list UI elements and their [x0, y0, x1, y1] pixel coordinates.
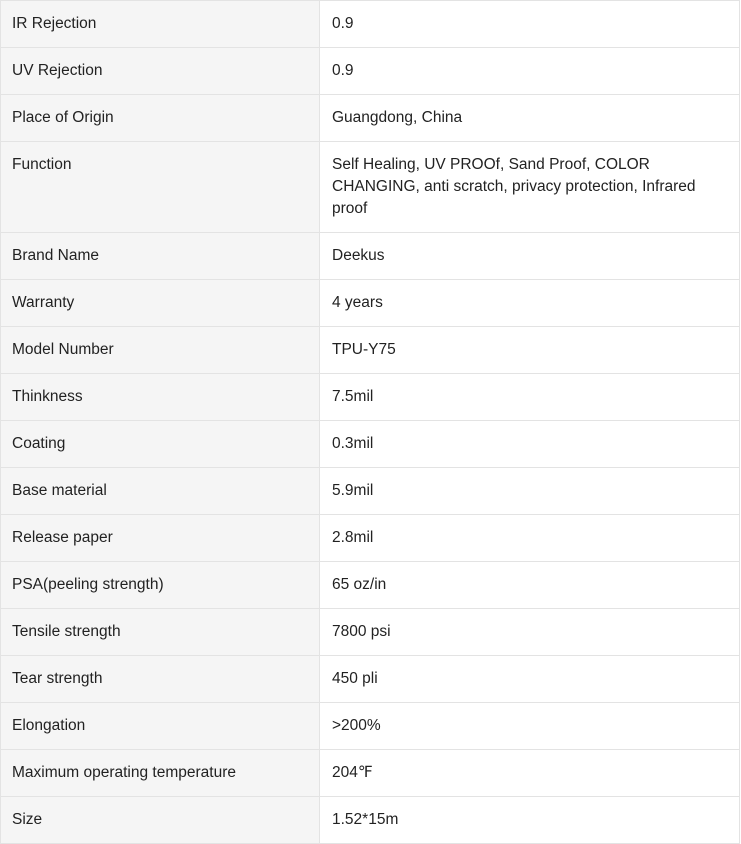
spec-key-cell — [1, 48, 320, 95]
table-row — [1, 233, 740, 280]
spec-key: Tensile strength — [12, 623, 121, 640]
spec-key: Thinkness — [12, 388, 83, 405]
spec-value-cell — [320, 374, 740, 421]
table-row — [1, 515, 740, 562]
spec-key-cell — [1, 1, 320, 48]
spec-value: TPU-Y75 — [332, 341, 396, 358]
spec-value: Deekus — [332, 247, 385, 264]
spec-value-cell — [320, 421, 740, 468]
spec-key: IR Rejection — [12, 15, 97, 32]
spec-value-cell — [320, 48, 740, 95]
spec-key-cell — [1, 562, 320, 609]
spec-value-cell — [320, 1, 740, 48]
spec-value-cell — [320, 142, 740, 233]
spec-key: Release paper — [12, 529, 113, 546]
spec-key: Coating — [12, 435, 66, 452]
spec-key-cell — [1, 797, 320, 844]
spec-key-cell — [1, 468, 320, 515]
spec-value: 0.3mil — [332, 435, 374, 452]
spec-key: Place of Origin — [12, 109, 114, 126]
spec-value: 0.9 — [332, 15, 354, 32]
spec-value-cell — [320, 797, 740, 844]
spec-value: 0.9 — [332, 62, 354, 79]
table-row — [1, 48, 740, 95]
table-row — [1, 1, 740, 48]
spec-value: 4 years — [332, 294, 383, 311]
spec-key-cell — [1, 142, 320, 233]
spec-key-cell — [1, 656, 320, 703]
spec-value: 204℉ — [332, 764, 373, 781]
spec-key: Tear strength — [12, 670, 103, 687]
table-row — [1, 703, 740, 750]
spec-value-cell — [320, 233, 740, 280]
spec-key-cell — [1, 515, 320, 562]
spec-value-cell — [320, 280, 740, 327]
spec-key: UV Rejection — [12, 62, 103, 79]
table-row — [1, 797, 740, 844]
spec-key-cell — [1, 280, 320, 327]
spec-key: Function — [12, 156, 72, 173]
spec-key-cell — [1, 233, 320, 280]
spec-key-cell — [1, 374, 320, 421]
table-row — [1, 421, 740, 468]
spec-key: Size — [12, 811, 43, 828]
spec-value-cell — [320, 562, 740, 609]
spec-key-cell — [1, 95, 320, 142]
table-row — [1, 95, 740, 142]
spec-key: Warranty — [12, 294, 75, 311]
spec-key-cell — [1, 609, 320, 656]
table-row — [1, 750, 740, 797]
spec-value-cell — [320, 609, 740, 656]
spec-value-cell — [320, 327, 740, 374]
spec-key-cell — [1, 327, 320, 374]
spec-key: PSA(peeling strength) — [12, 576, 164, 593]
table-row — [1, 280, 740, 327]
spec-value: 5.9mil — [332, 482, 374, 499]
spec-key: Model Number — [12, 341, 114, 358]
spec-value: Guangdong, China — [332, 109, 463, 126]
spec-key: Brand Name — [12, 247, 100, 264]
spec-value-cell — [320, 95, 740, 142]
spec-value: Self Healing, UV PROOf, Sand Proof, COLOR CHANGING, anti scratch, privacy protection, Infrared proof — [332, 156, 696, 217]
table-row — [1, 374, 740, 421]
spec-value: 450 pli — [332, 670, 378, 687]
spec-value: 2.8mil — [332, 529, 374, 546]
spec-key: Base material — [12, 482, 107, 499]
spec-value: 1.52*15m — [332, 811, 399, 828]
spec-value-cell — [320, 703, 740, 750]
spec-value-cell — [320, 468, 740, 515]
table-row — [1, 562, 740, 609]
spec-key: Elongation — [12, 717, 86, 734]
spec-key-cell — [1, 703, 320, 750]
spec-value-cell — [320, 515, 740, 562]
table-row — [1, 468, 740, 515]
spec-key-cell — [1, 750, 320, 797]
spec-value: 7.5mil — [332, 388, 374, 405]
spec-key-cell — [1, 421, 320, 468]
table-row — [1, 142, 740, 233]
spec-value: 65 oz/in — [332, 576, 387, 593]
spec-value-cell — [320, 656, 740, 703]
table-row — [1, 327, 740, 374]
table-row — [1, 609, 740, 656]
table-row — [1, 656, 740, 703]
spec-value-cell — [320, 750, 740, 797]
spec-key: Maximum operating temperature — [12, 764, 236, 781]
spec-value: >200% — [332, 717, 381, 734]
spec-value: 7800 psi — [332, 623, 391, 640]
